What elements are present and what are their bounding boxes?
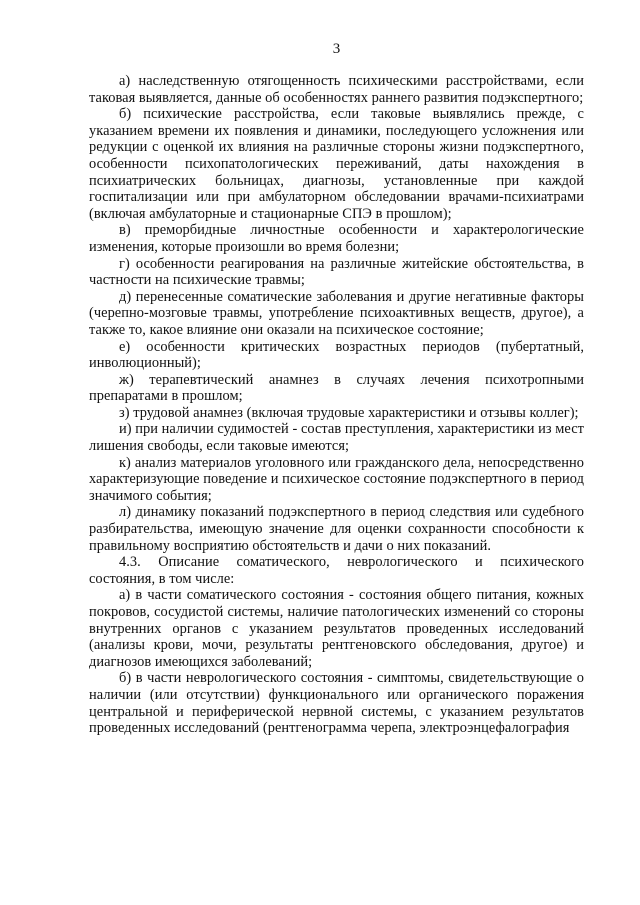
paragraph-a-heredity: а) наследственную отягощенность психическими расстройствами, если таковая выявляется, данные об особенностях раннего развития подэкспертного; xyxy=(89,73,584,106)
paragraph-k-case-materials: к) анализ материалов уголовного или гражданского дела, непосредственно характеризующие поведение и психическое состояние подэкспертного в период значимого события; xyxy=(89,454,584,504)
paragraph-v-premorbid-traits: в) преморбидные личностные особенности и характерологические изменения, которые произошли во время болезни; xyxy=(89,222,584,255)
paragraph-e-age-periods: е) особенности критических возрастных периодов (пубертатный, инволюционный); xyxy=(89,338,584,372)
paragraph-b-mental-disorders: б) психические расстройства, если таковые выявлялись прежде, с указанием времени их появления и динамики, последующего усложнения или редукции с оценкой их влияния на различные стороны жизни подэкспертного, особенности психопатологических переживаний, даты нахождения в психиатрических больницах, диагнозы, установленные при каждой госпитализации или при амбулаторном обследовании врачами-психиатрами (включая амбулаторные и стационарные СПЭ в прошлом); xyxy=(89,106,584,222)
paragraph-z-work-history: з) трудовой анамнез (включая трудовые характеристики и отзывы коллег); xyxy=(119,404,579,421)
paragraph-d-somatic-diseases: д) перенесенные соматические заболевания и другие негативные факторы (черепно-мозговые травмы, употребление психоактивных веществ, другое), а также то, какое влияние они оказали на психическое состояние; xyxy=(89,288,584,338)
page-number: 3 xyxy=(332,41,341,57)
paragraph-i-convictions: и) при наличии судимостей - состав преступления, характеристики из мест лишения свободы, если таковые имеются; xyxy=(89,421,585,455)
paragraph-g-reactions: г) особенности реагирования на различные житейские обстоятельства, в частности на психические травмы; xyxy=(89,255,584,289)
paragraph-a-somatic-state: а) в части соматического состояния - состояния общего питания, кожных покровов, сосудистой системы, наличие патологических изменений со стороны внутренних органов с указанием результатов проведенных исследований (анализы крови, мочи, результаты рентгеновского обследования, другое) и диагнозов имеющихся заболеваний; xyxy=(89,587,584,670)
section-4-3-heading: 4.3. Описание соматического, неврологического и психического состояния, в том числе: xyxy=(89,554,584,587)
paragraph-zh-therapy-history: ж) терапевтический анамнез в случаях лечения психотропными препаратами в прошлом; xyxy=(89,371,584,405)
paragraph-b-neurological-state: б) в части неврологического состояния - симптомы, свидетельствующие о наличии (или отсутствии) функционального или органического поражения центральной и периферической нервной системы, с указанием результатов проведенных исследований (рентгенограмма черепа, электроэнцефалография xyxy=(89,670,584,737)
paragraph-l-testimony-dynamics: л) динамику показаний подэкспертного в период следствия или судебного разбирательства, имеющую значение для оценки сохранности способности к правильному восприятию обстоятельств и дачи о них показаний. xyxy=(89,504,584,554)
